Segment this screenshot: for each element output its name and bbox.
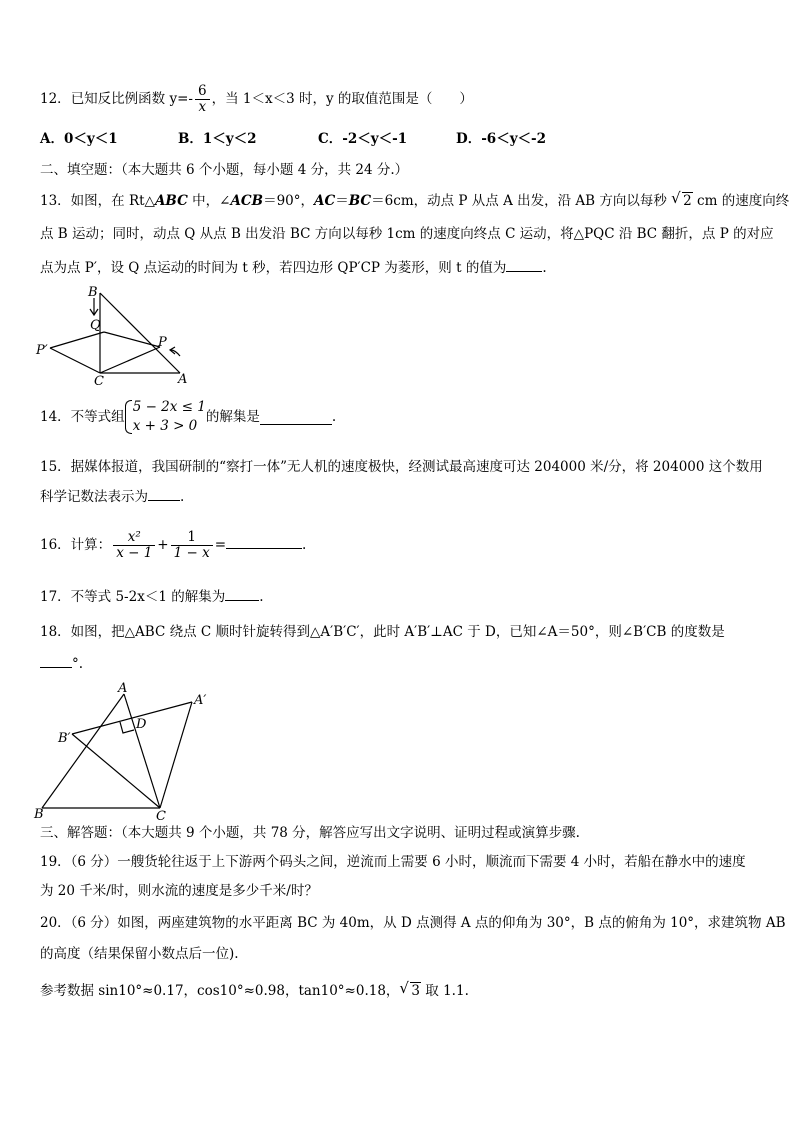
q16-fraction-1: $\frac{\text{x²}}{x - 1}$ [113, 530, 155, 561]
label-P: P [158, 335, 167, 350]
arrow-P-shaft [171, 350, 180, 356]
label-A-prime: A′ [194, 693, 207, 708]
label-A: A [178, 372, 188, 387]
right-angle-mark [120, 722, 134, 733]
q14-answer-blank[interactable] [260, 410, 332, 425]
section-3-heading: 三、解答题：（本大题共 9 个小题，共 78 分，解答应写出文字说明、证明过程或演算步骤. [40, 825, 580, 841]
q13-line-1: 13．如图，在 Rt△ABC 中，∠ACB＝90°，AC＝BC＝6cm，动点 P 从点 A 出发，沿 AB 方向以每秒 √ 2 cm 的速度向终 [40, 190, 758, 212]
segment-AC [124, 694, 160, 808]
segment-AB [42, 694, 124, 808]
q12-option-b[interactable]: B．1＜y＜2 [178, 131, 257, 147]
q14-system: 5 − 2x ≤ 1 x + 3 > 0 [125, 398, 206, 436]
q18-line-2: °. [40, 653, 758, 675]
label-C: C [94, 374, 104, 389]
segment-CP [100, 347, 160, 373]
segment-BprimeAprime [72, 702, 192, 734]
q13-line-3: 点为点 P′，设 Q 点运动的时间为 t 秒，若四边形 QP′CP 为菱形，则 t 的值为 . [40, 257, 758, 279]
q18-line-1: 18．如图，把△ABC 绕点 C 顺时针旋转得到△A′B′C′，此时 A′B′⊥AC 于 D，已知∠A＝50°，则∠B′CB 的度数是 [40, 624, 725, 640]
q13-answer-blank[interactable] [506, 257, 542, 272]
label-C: C [156, 809, 166, 824]
q20-line-2: 的高度（结果保留小数点后一位). [40, 946, 239, 962]
q20-line-1: 20．（6 分）如图，两座建筑物的水平距离 BC 为 40m，从 D 点测得 A 点的仰角为 30°，B 点的俯角为 10°，求建筑物 AB [40, 915, 786, 931]
q20-sqrt: √ 3 [399, 979, 421, 999]
q12-options [40, 128, 758, 150]
segment-BprimeC [72, 734, 160, 808]
segment-PprimeQ [50, 332, 104, 348]
q13-figure [30, 284, 200, 390]
label-B: B [34, 807, 44, 822]
section-2-heading: 二、填空题：（本大题共 6 个小题，每小题 4 分，共 24 分.） [40, 162, 409, 178]
label-Q: Q [90, 318, 101, 333]
q12-fraction: $\frac{6}{x}$ [195, 84, 210, 115]
segment-BA [100, 293, 180, 373]
label-B-prime: B′ [58, 731, 71, 746]
q15-line-2: 科学记数法表示为 . [40, 486, 758, 508]
q13-sqrt: √ 2 [671, 189, 692, 209]
q12-option-a[interactable]: A．0＜y＜1 [40, 131, 118, 147]
q18-figure [32, 680, 222, 824]
q17-stem: 17．不等式 5-2x＜1 的解集为 . [40, 586, 758, 608]
q15-answer-blank[interactable] [148, 486, 180, 501]
segment-PprimeC [50, 348, 100, 373]
q16-answer-blank[interactable] [226, 534, 302, 549]
label-D: D [136, 717, 147, 732]
q12-option-d[interactable]: D．-6＜y＜-2 [456, 131, 547, 147]
q15-line-1: 15．据媒体报道，我国研制的“察打一体”无人机的速度极快，经测试最高速度可达 204000 米/分，将 204000 这个数用 [40, 459, 763, 475]
q14-stem: 14．不等式组 5 − 2x ≤ 1 x + 3 > 0 的解集是 . [40, 399, 337, 434]
q16-fraction-2: $\frac{1}{1 - x}$ [171, 530, 213, 561]
q18-answer-blank[interactable] [40, 653, 72, 668]
q17-answer-blank[interactable] [225, 586, 259, 601]
segment-QP [104, 332, 160, 347]
segment-AprimeC [160, 702, 192, 808]
label-B: B [88, 285, 98, 300]
label-A: A [118, 681, 128, 696]
q20-reference-data: 参考数据 sin10°≈0.17，cos10°≈0.98，tan10°≈0.18， √ 3 取 1.1. [40, 980, 758, 1002]
q19-line-2: 为 20 千米/时，则水流的速度是多少千米/时？ [40, 883, 318, 899]
label-P-prime: P′ [36, 343, 48, 358]
q16-stem: 16．计算： $\frac{\text{x²}}{x - 1}$ + $\frac{1}{1 - x}$ = . [40, 529, 307, 561]
q19-line-1: 19．（6 分）一艘货轮往返于上下游两个码头之间，逆流而上需要 6 小时，顺流而下需要 4 小时，若船在静水中的速度 [40, 854, 746, 870]
q12-option-c[interactable]: C．-2＜y＜-1 [318, 131, 408, 147]
q12-stem: 12．已知反比例函数 y=- $\frac{6}{x}$ ，当 1＜x＜3 时，y 的取值范围是（ ） [40, 83, 473, 115]
q13-line-2: 点 B 运动；同时，动点 Q 从点 B 出发沿 BC 方向以每秒 1cm 的速度向终点 C 运动，将△PQC 沿 BC 翻折，点 P 的对应 [40, 226, 774, 242]
